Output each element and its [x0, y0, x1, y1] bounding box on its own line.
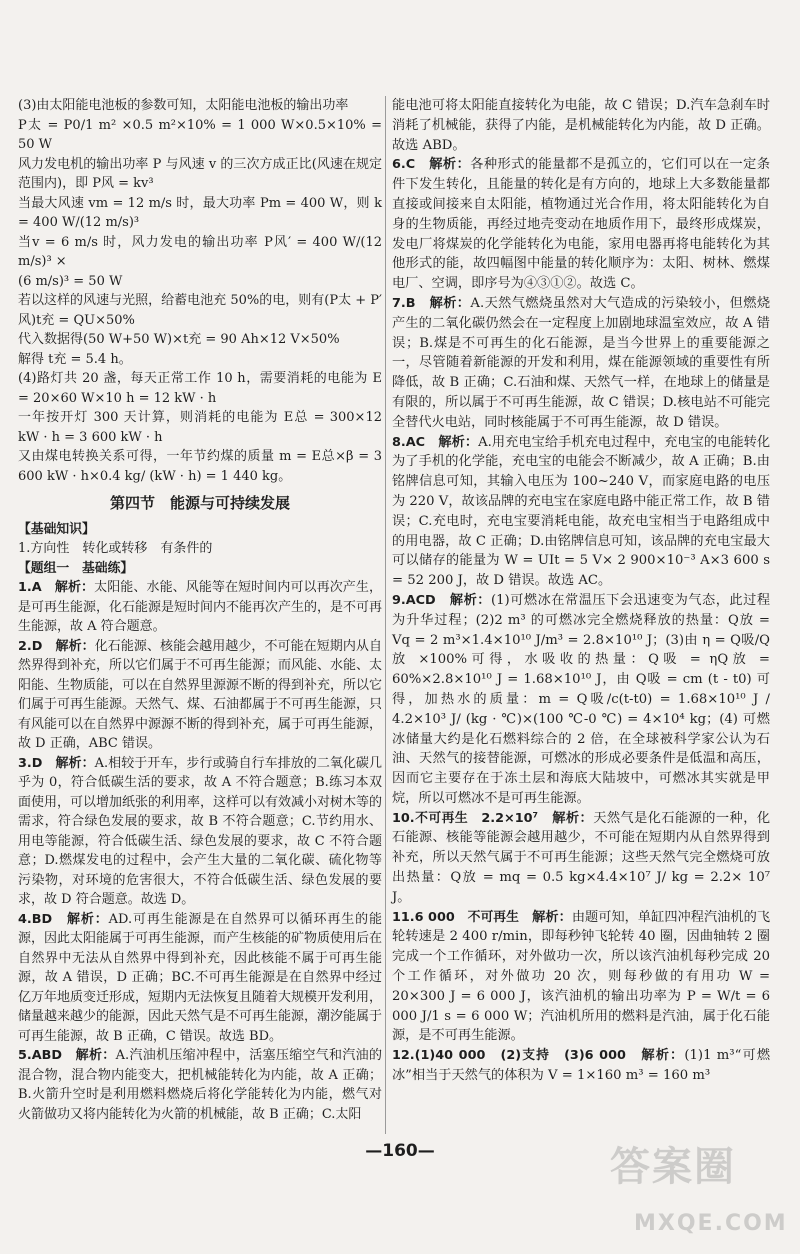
- answer-item: [392, 1046, 770, 1086]
- answer-item: [18, 910, 382, 1047]
- analysis-tag: 解析：: [66, 911, 109, 927]
- answer-number: 10.不可再生 2.2×10⁷: [392, 810, 539, 826]
- analysis-tag: 解析：: [641, 1048, 685, 1064]
- answer-item: [18, 1046, 382, 1124]
- answer-number: 4.BD: [18, 911, 53, 927]
- answer-text: 太阳能、水能、风能等在短时间内可以再次产生，是可再生能源，化石能源是短时间内不能再次产生的，是不可再生能源，故 A 符合题意。: [18, 580, 383, 634]
- analysis-tag: 解析：: [532, 909, 572, 925]
- analysis-tag: 解析：: [54, 580, 95, 595]
- answer-number: 11.6 000 不可再生: [392, 909, 519, 925]
- answer-item: [18, 637, 382, 754]
- answer-text: A.天然气燃烧虽然对大气造成的污染较小，但燃烧产生的二氧化碳仍然会在一定程度上加剧地球温室效应，故 A 错误；B.煤是不可再生的化石能源，是当今世界上的重要能源之一，尽管随着新能源的开发和利用，煤在能源领域的重要性有所降低，故 B 正确；C.石油和煤、天然气一样，在地球上的储量是有限的，所以属于不可再生能源，故 C 错误；D.核电站不可能完全替代火电站，同时核能属于不可再生能源，故 D 错误。: [392, 295, 771, 430]
- page-number: —160—: [365, 1141, 435, 1161]
- watermark-url: MXQE.COM: [634, 1211, 788, 1236]
- answer-number: 5.ABD: [18, 1048, 63, 1063]
- answer-item: [392, 591, 770, 809]
- analysis-tag: 解析：: [75, 1048, 116, 1063]
- text-line: 当v = 6 m/s 时，风力发电的输出功率 P风′ = 400 W/(12 m/s)³ ×: [18, 234, 382, 269]
- text-line: 代入数据得(50 W+50 W)×t充 = 90 Ah×12 V×50%: [18, 332, 340, 347]
- answer-text: (1)1 m³“可燃冰”相当于天然气的体积为 V = 1×160 m³ = 160 m³: [392, 1048, 771, 1084]
- answer-item: [18, 754, 382, 910]
- answer-text: 化石能源、核能会越用越少，不可能在短期内从自然界得到补充，所以它们属于不可再生能源；而风能、水能、太阳能、生物质能，可以在自然界里源源不断的得到补充，所以它们属于可再生能源。天然气、煤、石油都属于不可再生能源，只有风能可以在自然界中源源不断的得到补充，属于可再生能源，故 D 正确，ABC 错误。: [18, 638, 383, 751]
- answer-item: [392, 294, 770, 433]
- answer-text: 各种形式的能量都不是孤立的，它们可以在一定条件下发生转化，且能量的转化是有方向的，地球上大多数能量都直接或间接来自太阳能，植物通过光合作用，将太阳能转化为自身的生物质能，再经过地壳变动在地质作用下，最终形成煤炭，发电厂将煤炭的化学能转化为电能，家用电器再将电能转化为其他形式的能，故四幅图中能量的转化顺序为：太阳、树林、燃煤电厂、空调，即序号为④③①②。故选 C。: [392, 157, 771, 292]
- answer-number: 1.A: [18, 580, 42, 595]
- basic-knowledge-answer: 1.方向性 转化或转移 有条件的: [18, 541, 213, 556]
- answer-item: [392, 433, 770, 591]
- analysis-tag: 解析：: [438, 434, 479, 450]
- answer-number: 8.AC: [392, 434, 426, 450]
- text-line: 能电池可将太阳能直接转化为电能，故 C 错误；D.汽车急刹车时消耗了机械能，获得了内能，是机械能转化为内能，故 D 正确。故选 ABD。: [392, 98, 770, 153]
- watermark-logo: [600, 1144, 790, 1248]
- analysis-tag: 解析：: [55, 755, 95, 771]
- section-title: 第四节 能源与可持续发展: [109, 494, 290, 512]
- analysis-tag: 解析：: [449, 592, 492, 608]
- answer-text: A.相较于开车，步行或骑自行车排放的二氧化碳几乎为 0，符合低碳生活的要求，故 A 不符合题意；B.练习本双面使用，可以增加纸张的利用率，这样可以有效减小对树木等的需求，符合绿色发展的要求，故 B 不符合题意；C.节约用水、用电等能源，符合低碳生活、绿色发展的要求，故 C 不符合题意；D.燃煤发电的过程中，会产生大量的二氧化碳、硫化物等污染物，对环境的危害很大，不符合低碳生活、绿色发展的要求，故 D 符合题意。故选 D。: [18, 755, 383, 907]
- answer-number: 6.C: [392, 157, 416, 173]
- text-line: 又由煤电转换关系可得，一年节约煤的质量 m = E总×β = 3 600 kW · h×0.4 kg/ (kW · h) = 1 440 kg。: [18, 449, 382, 484]
- answer-item: [392, 809, 770, 908]
- text-line: 风力发电机的输出功率 P 与风速 v 的三次方成正比(风速在规定范围内)，即 P风 = kv³: [18, 156, 382, 191]
- answer-text: 由题可知，单缸四冲程汽油机的飞轮转速是 2 400 r/min，即每秒钟飞轮转 40 圈，因曲轴转 2 圈完成一个工作循环，对外做功一次，所以该汽油机每秒完成 20 个工作循环，对外做功 20 次，则每秒做的有用功 W = 20×300 J = 6 000 J，该汽油机的输出功率为 P = W/t = 6 000 J/1 s = 6 000 W；汽油机所用的燃料是汽油，属于化石能源，是不可再生能源。: [392, 909, 771, 1044]
- basic-knowledge-header: 【基础知识】: [18, 521, 95, 537]
- answer-number: 7.B: [392, 295, 416, 311]
- analysis-tag: 解析：: [552, 810, 594, 826]
- answer-text: A.用充电宝给手机充电过程中，充电宝的电能转化为了手机的化学能，充电宝的电能会不断减少，故 A 正确；B.由铭牌信息可知，其输入电压为 100~240 V，而家庭电路的电压为 220 V，故该品牌的充电宝在家庭电路中能正常工作，故 B 错误；C.充电时，充电宝要消耗电能，故充电宝相当于电路组成中的用电器，故 C 正确；D.由铭牌信息可知，该品牌的充电宝最大可以储存的能量为 W = UIt = 5 V× 2 900×10⁻³ A×3 600 s = 52 200 J，故 D 错误。故选 AC。: [392, 434, 771, 589]
- analysis-tag: 解析：: [55, 638, 95, 654]
- analysis-tag: 解析：: [429, 157, 471, 173]
- answer-text: AD.可再生能源是在自然界可以循环再生的能源，因此太阳能属于可再生能源，而产生核能的矿物质使用后在自然界中无法从自然界中得到补充，因此核能不属于可再生能源，故 A 错误，D 正确；BC.不可再生能源是在自然界中经过亿万年地质变迁形成，短期内无法恢复且随着大规模开发利用，储量越来越少的能源，因此天然气是不可再生能源，潮汐能属于可再生能源，故 B 正确，C 错误。故选 BD。: [18, 911, 383, 1044]
- answer-number: 3.D: [18, 755, 43, 771]
- watermark-text: 答案圈: [610, 1144, 736, 1190]
- text-line: P太 = P0/1 m² ×0.5 m²×10% = 1 000 W×0.5×10% = 50 W: [18, 117, 382, 152]
- column-divider: [385, 96, 386, 1134]
- group-header: 【题组一 基础练】: [18, 560, 134, 576]
- answer-text: A.汽油机压缩冲程中，活塞压缩空气和汽油的混合物，混合物内能变大，把机械能转化为内能，故 A 正确；B.火箭升空时是利用燃料燃烧后将化学能转化为内能，燃气对火箭做功又将内能转化为火箭的机械能，故 B 正确；C.太阳: [18, 1048, 382, 1122]
- text-line: (6 m/s)³ = 50 W: [18, 273, 123, 289]
- text-line: (4)路灯共 20 盏，每天正常工作 10 h，需要消耗的电能为 E = 20×60 W×10 h = 12 kW · h: [18, 371, 382, 406]
- left-column: [18, 96, 382, 1124]
- text-line: 一年按开灯 300 天计算，则消耗的电能为 E总 = 300×12 kW · h = 3 600 kW · h: [18, 410, 382, 445]
- answer-item: [392, 908, 770, 1047]
- answer-number: 9.ACD: [392, 592, 436, 608]
- answer-item: [392, 155, 770, 294]
- text-line: (3)由太阳能电池板的参数可知，太阳能电池板的输出功率: [18, 98, 349, 113]
- answer-item: [18, 578, 382, 637]
- text-line: 当最大风速 vm = 12 m/s 时，最大功率 Pm = 400 W，则 k = 400 W/(12 m/s)³: [18, 195, 382, 230]
- text-line: 若以这样的风速与光照，给蓄电池充 50%的电，则有(P太 + P′风)t充 = QU×50%: [18, 293, 382, 328]
- right-column: [392, 96, 770, 1086]
- text-line: 解得 t充 = 5.4 h。: [18, 351, 132, 367]
- answer-text: (1)可燃冰在常温压下会迅速变为气态，此过程为升华过程；(2)2 m³ 的可燃冰完全燃烧释放的热量：Q放 = Vq = 2 m³×1.4×10¹⁰ J/m³ = 2.8×10¹⁰ J；(3)由 η = Q吸/Q放 ×100%可得，水吸收的热量：Q吸 = ηQ放 = 60%×2.8×10¹⁰ J = 1.68×10¹⁰ J，由 Q吸 = cm (t - t0) 可得，加热水的质量：m = Q吸/c(t-t0) = 1.68×10¹⁰ J / 4.2×10³ J/ (kg · ℃)×(100 ℃-0 ℃) = 4×10⁴ kg；(4) 可燃冰储量大约是化石燃料综合的 2 倍，在全球被科学家公认为石油、天然气的接替能源，可燃冰的形成必要条件是低温和高压，因而它主要存在于冻土层和海底大陆坡中，可燃冰其实就是甲烷，所以可燃冰不是可再生能源。: [392, 592, 771, 806]
- answer-number: 2.D: [18, 638, 43, 654]
- answer-number: 12.(1)40 000 (2)支持 (3)6 000: [392, 1048, 626, 1064]
- analysis-tag: 解析：: [429, 295, 471, 311]
- answer-text: 天然气是化石能源的一种，化石能源、核能等能源会越用越少，不可能在短期内从自然界得到补充，所以天然气属于不可再生能源；这些天然气完全燃烧可放出热量：Q放 = mq = 0.5 kg×4.4×10⁷ J/ kg = 2.2× 10⁷ J。: [392, 810, 771, 905]
